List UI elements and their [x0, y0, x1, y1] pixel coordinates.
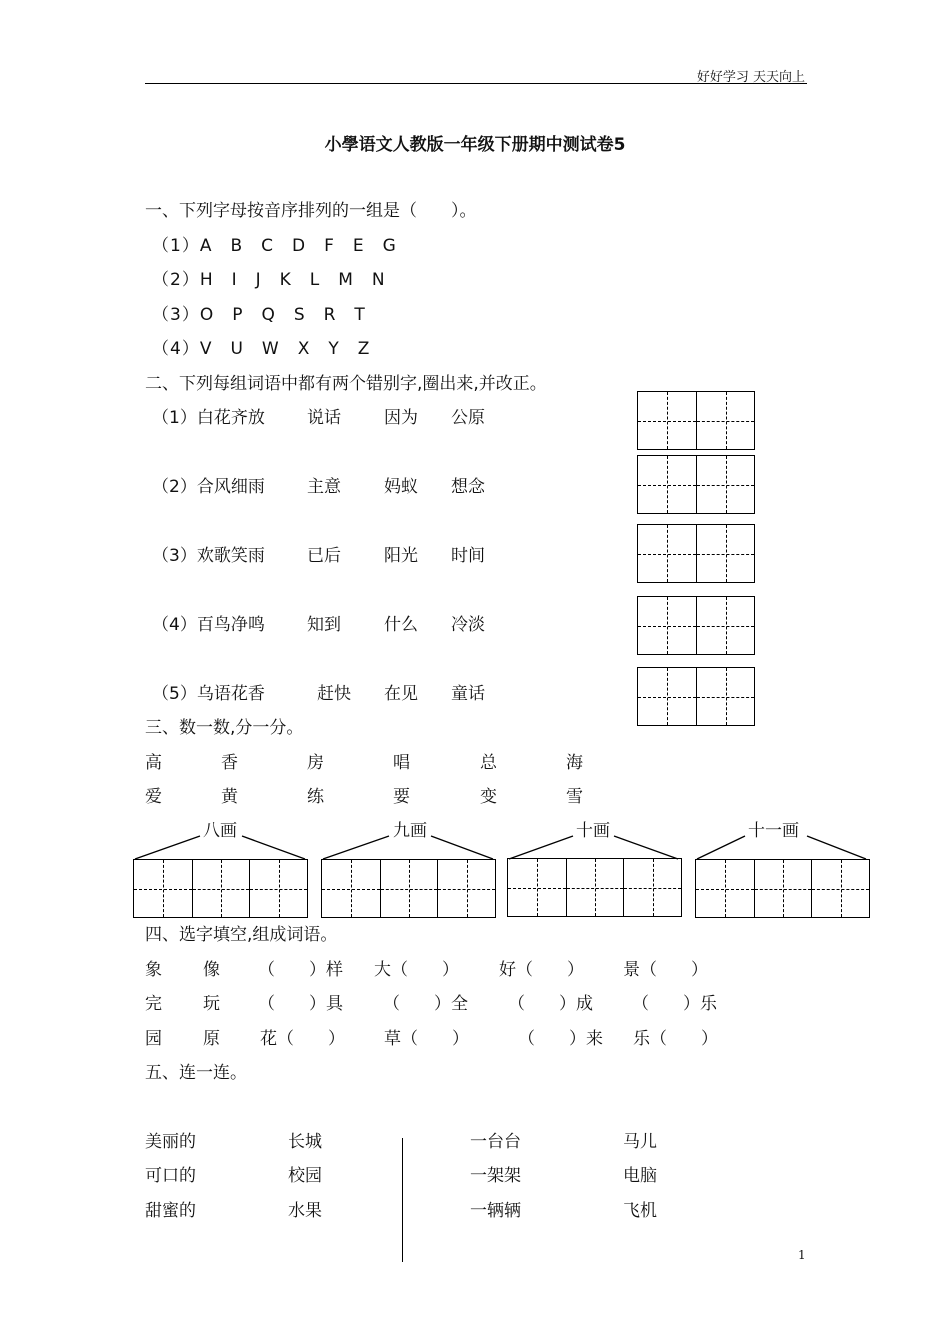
q4-blank-word[interactable]: （ ）成 [508, 994, 593, 1014]
q4-blank-word[interactable]: 草（ ） [384, 1029, 469, 1049]
q2-prompt: 二、下列每组词语中都有两个错别字,圈出来,并改正。 [145, 374, 547, 394]
q2-row-1-label: （1）白花齐放 [152, 408, 265, 428]
q5-right-measure[interactable]: 一台台 [470, 1132, 521, 1152]
q4-blank-word[interactable]: 乐（ ） [633, 1029, 718, 1049]
q4-char: 玩 [203, 994, 220, 1014]
q3-group-label-9: 九画 [393, 821, 427, 841]
q5-right-noun[interactable]: 电脑 [623, 1166, 657, 1186]
q2-row-5-label: （5）乌语花香 [152, 684, 265, 704]
header-slogan: 好好学习 天天向上 [696, 70, 805, 85]
q5-left-noun[interactable]: 长城 [288, 1132, 322, 1152]
q4-blank-word[interactable]: （ ）样 [258, 960, 343, 980]
q5-left-adjective[interactable]: 美丽的 [145, 1132, 196, 1152]
q2-row-4-word: 冷淡 [451, 615, 485, 635]
q3-group-label-10: 十画 [576, 821, 610, 841]
q2-row-2-word: 主意 [307, 477, 341, 497]
page-title: 小學语文人教版一年级下册期中测试卷5 [324, 135, 626, 155]
q3-answer-grid-8[interactable] [133, 859, 308, 918]
q4-char: 象 [145, 960, 162, 980]
q3-char: 变 [480, 787, 497, 807]
q2-row-4-label: （4）百鸟净鸣 [152, 615, 265, 635]
q1-option-1: （1）A B C D F E G [152, 236, 397, 256]
q3-group-label-8: 八画 [203, 821, 237, 841]
q3-answer-grid-10[interactable] [507, 858, 682, 917]
q5-left-adjective[interactable]: 可口的 [145, 1166, 196, 1186]
q3-answer-grid-11[interactable] [695, 859, 870, 918]
q4-blank-word[interactable]: （ ）来 [518, 1029, 603, 1049]
q1-option-4: （4）V U W X Y Z [152, 339, 371, 359]
q3-char: 黄 [221, 787, 238, 807]
q3-char: 唱 [393, 753, 410, 773]
q5-prompt: 五、连一连。 [145, 1063, 247, 1083]
q4-blank-word[interactable]: 景（ ） [623, 960, 708, 980]
q4-char: 完 [145, 994, 162, 1014]
q4-blank-word[interactable]: 大（ ） [374, 960, 459, 980]
q2-row-3-label: （3）欢歌笑雨 [152, 546, 265, 566]
q1-prompt: 一、下列字母按音序排列的一组是（ ）。 [145, 201, 477, 221]
q3-char: 香 [221, 753, 238, 773]
q5-left-adjective[interactable]: 甜蜜的 [145, 1201, 196, 1221]
q1-option-2: （2）H I J K L M N [152, 270, 386, 290]
q4-char: 像 [203, 960, 220, 980]
q3-group-label-11: 十一画 [748, 821, 799, 841]
q3-char: 房 [307, 753, 324, 773]
q4-blank-word[interactable]: 花（ ） [260, 1029, 345, 1049]
q5-right-measure[interactable]: 一辆辆 [470, 1201, 521, 1221]
q4-blank-word[interactable]: 好（ ） [499, 960, 584, 980]
q5-divider [402, 1138, 403, 1262]
q3-char: 海 [566, 753, 583, 773]
q3-char: 要 [393, 787, 410, 807]
q5-right-noun[interactable]: 马儿 [623, 1132, 657, 1152]
q2-row-3-word: 已后 [307, 546, 341, 566]
q2-row-2-label: （2）合风细雨 [152, 477, 265, 497]
q3-answer-grid-9[interactable] [321, 859, 496, 918]
q2-row-4-word: 知到 [307, 615, 341, 635]
q2-row-5-word: 童话 [451, 684, 485, 704]
q4-blank-word[interactable]: （ ）全 [383, 994, 468, 1014]
q4-char: 原 [203, 1029, 220, 1049]
q3-char: 总 [480, 753, 497, 773]
q2-row-1-word: 因为 [384, 408, 418, 428]
q3-prompt: 三、数一数,分一分。 [145, 718, 304, 738]
q4-blank-word[interactable]: （ ）乐 [632, 994, 717, 1014]
q3-char: 爱 [145, 787, 162, 807]
q5-right-measure[interactable]: 一架架 [470, 1166, 521, 1186]
page-number: 1 [798, 1248, 806, 1262]
q4-prompt: 四、选字填空,组成词语。 [145, 925, 338, 945]
q2-row-3-word: 阳光 [384, 546, 418, 566]
q4-char: 园 [145, 1029, 162, 1049]
q2-row-2-word: 妈蚁 [384, 477, 418, 497]
q3-char: 高 [145, 753, 162, 773]
q2-row-5-word: 赶快 [317, 684, 351, 704]
q3-char: 练 [307, 787, 324, 807]
q2-row-5-word: 在见 [384, 684, 418, 704]
q5-right-noun[interactable]: 飞机 [623, 1201, 657, 1221]
q3-char: 雪 [566, 787, 583, 807]
q2-row-1-word: 公原 [451, 408, 485, 428]
q2-row-2-word: 想念 [451, 477, 485, 497]
q2-row-3-word: 时间 [451, 546, 485, 566]
q1-option-3: （3）O P Q S R T [152, 305, 366, 325]
q2-row-1-word: 说话 [307, 408, 341, 428]
q4-blank-word[interactable]: （ ）具 [258, 994, 343, 1014]
q5-left-noun[interactable]: 水果 [288, 1201, 322, 1221]
q2-row-4-word: 什么 [384, 615, 418, 635]
q5-left-noun[interactable]: 校园 [288, 1166, 322, 1186]
